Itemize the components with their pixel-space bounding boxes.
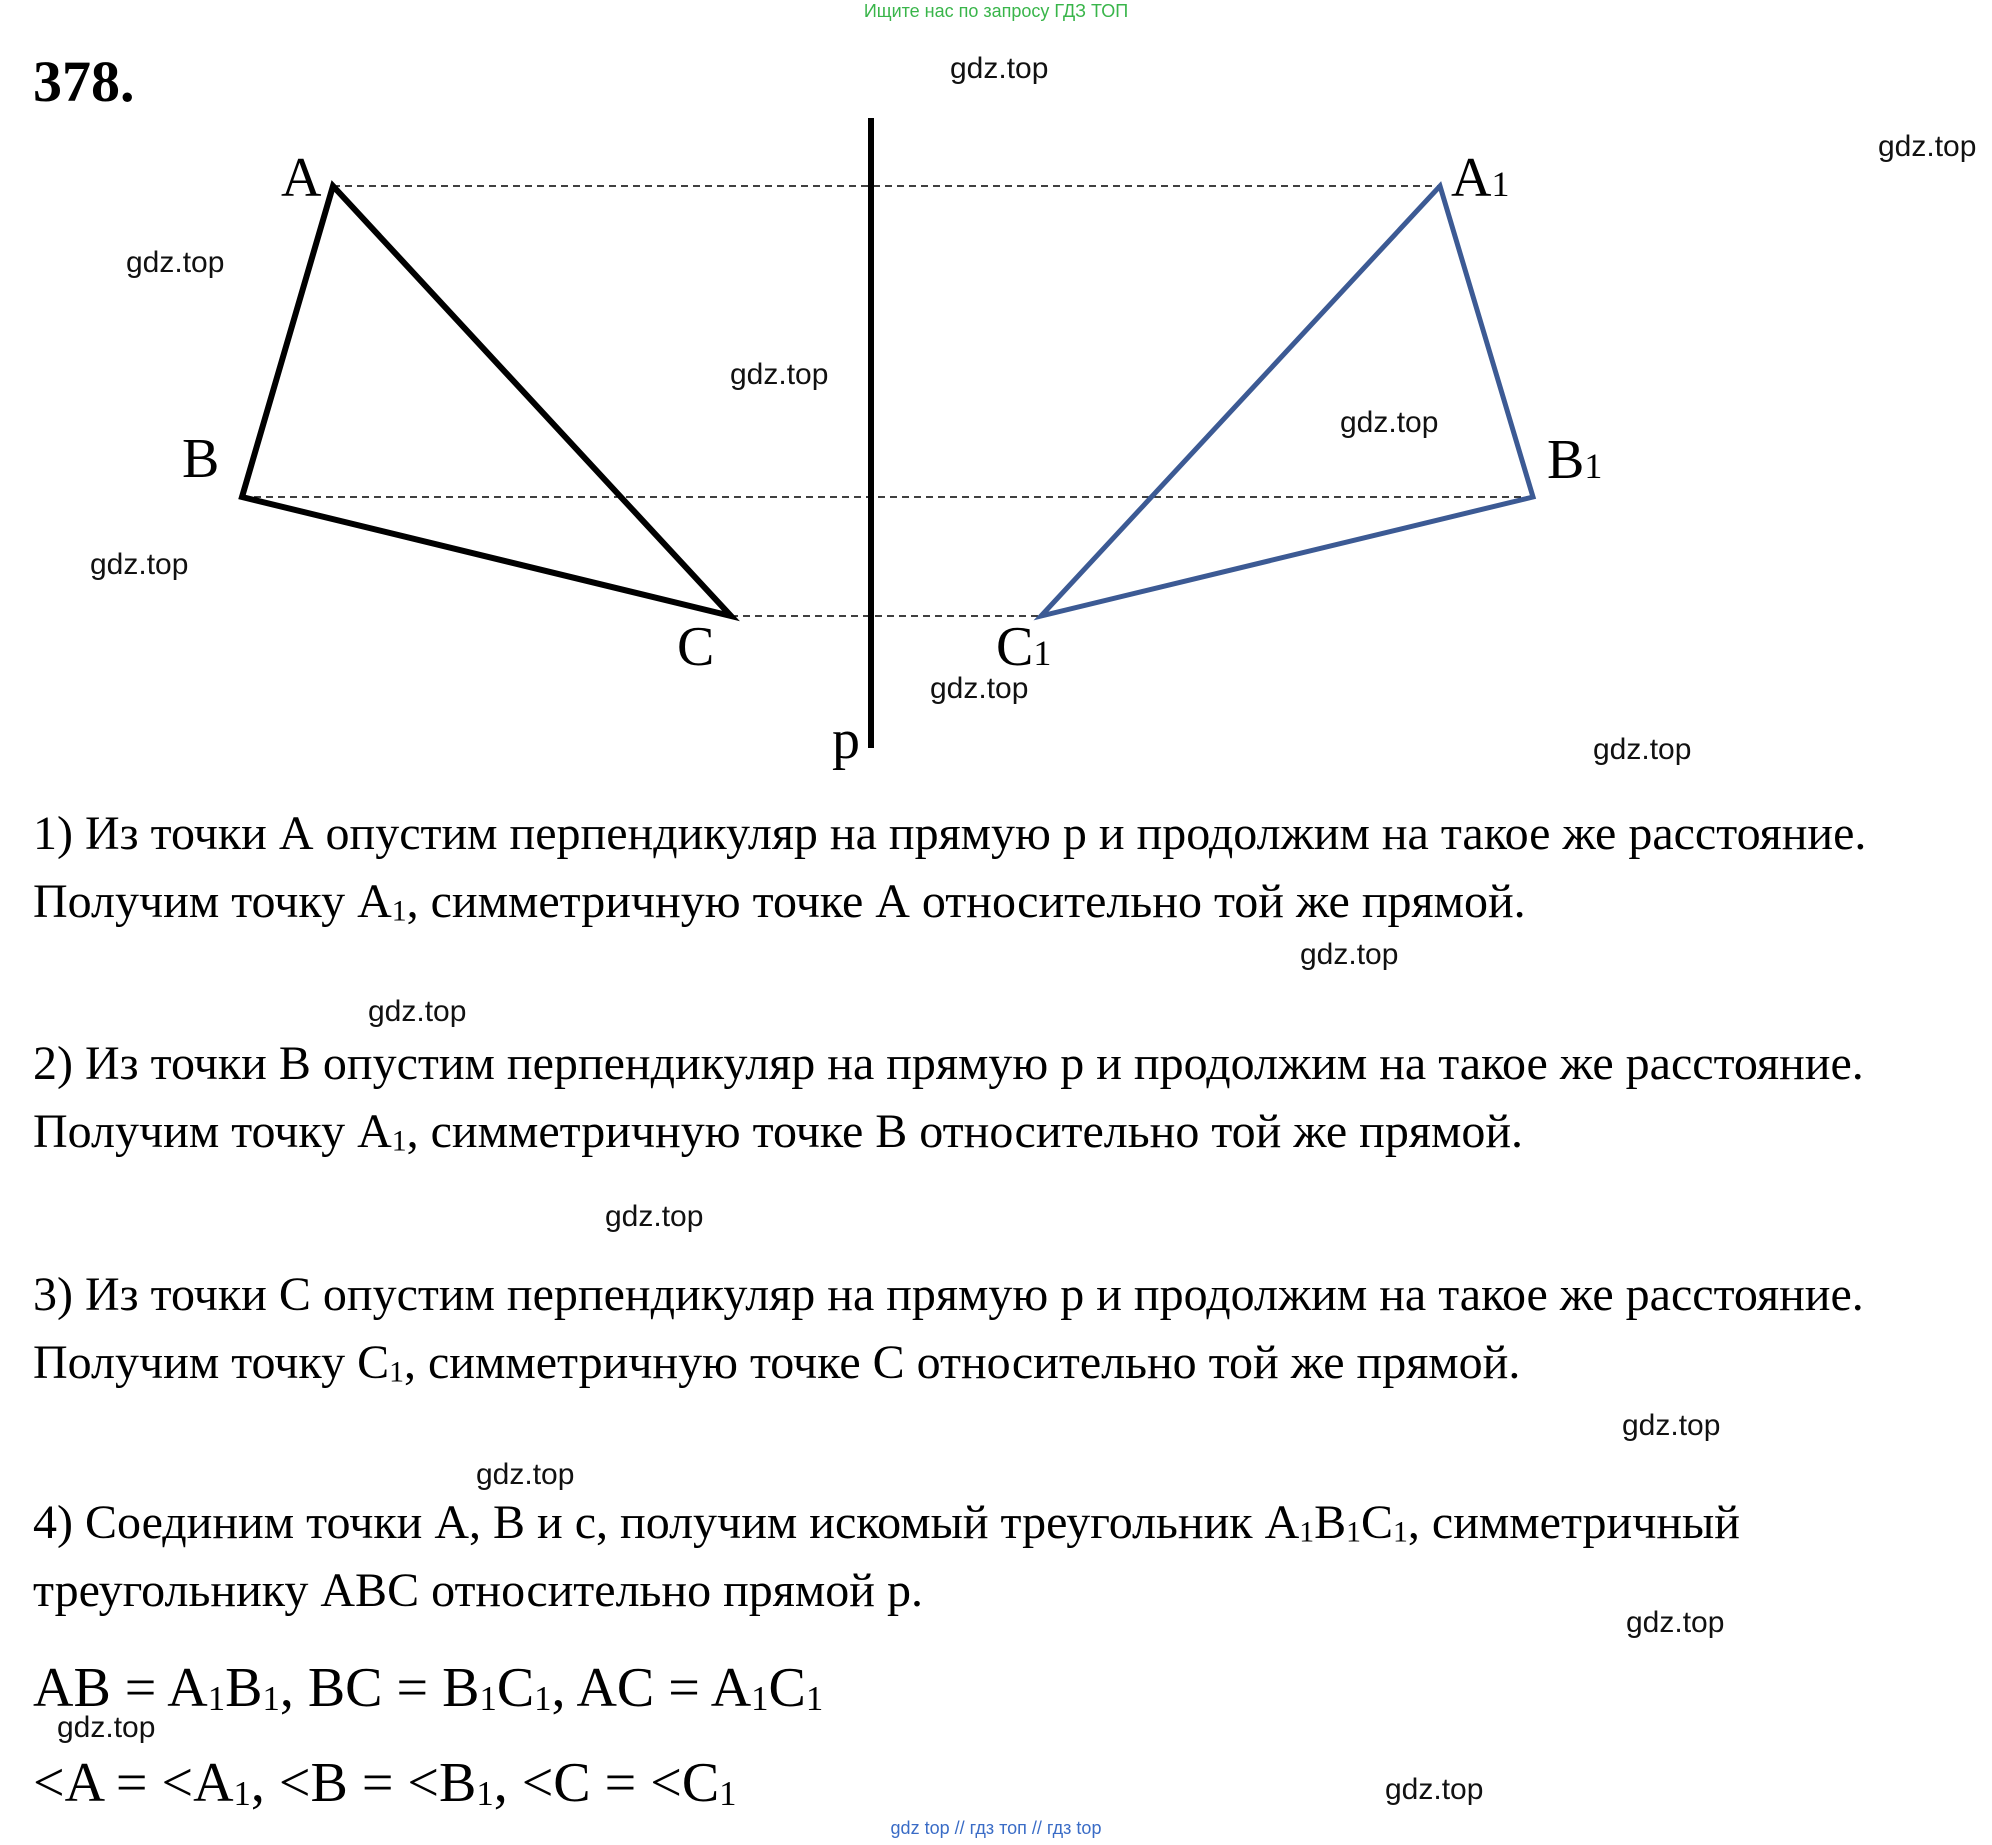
step-4-b: B: [1314, 1496, 1347, 1549]
watermark: gdz.top: [1593, 733, 1692, 766]
step-1-sub: 1: [391, 894, 407, 928]
eq2-s3: 1: [719, 1774, 737, 1814]
axis-label-p: p: [832, 709, 860, 771]
step-4-sub-3: 1: [1393, 1515, 1408, 1549]
eq1-s2: 1: [262, 1679, 280, 1719]
eq1-t2: B: [225, 1657, 263, 1719]
watermark: gdz.top: [1878, 130, 1977, 163]
step-3: [33, 1261, 1983, 1397]
top-banner[interactable]: Ищите нас по запросу ГДЗ ТОП: [863, 1, 1129, 21]
step-4-sub-1: 1: [1299, 1515, 1315, 1549]
eq1-t3: , BC = B: [279, 1657, 480, 1719]
watermark: gdz.top: [1340, 406, 1439, 439]
eq1-s5: 1: [751, 1679, 769, 1719]
eq2-t1: <A = <A: [33, 1752, 234, 1814]
side-equalities: [33, 1657, 823, 1719]
eq1-s1: 1: [207, 1679, 226, 1719]
step-3-text-a: 3) Из точки С опустим перпендикуляр на прямую p и продолжим на такое же расстояние. Получим точку С: [33, 1268, 1864, 1389]
angle-equalities: [33, 1752, 737, 1814]
watermark: gdz.top: [57, 1711, 156, 1744]
step-4-sub-2: 1: [1346, 1515, 1362, 1549]
watermark: gdz.top: [1300, 938, 1399, 971]
eq1-t5: , AC = A: [551, 1657, 752, 1719]
step-1-text-b: , симметричную точке А относительно той же прямой.: [406, 875, 1526, 928]
watermark: gdz.top: [476, 1458, 575, 1491]
eq1-t4: C: [496, 1657, 535, 1719]
watermark: gdz.top: [605, 1200, 704, 1233]
watermark: gdz.top: [368, 995, 467, 1028]
watermark: gdz.top: [1385, 1773, 1484, 1806]
point-label-c: C: [677, 616, 715, 678]
point-label-b1: [1547, 429, 1602, 491]
eq2-t3: , <C = <C: [493, 1752, 720, 1814]
step-2-sub: 1: [391, 1124, 407, 1158]
eq1-s6: 1: [805, 1679, 824, 1719]
eq1-s4: 1: [534, 1679, 552, 1719]
watermark: gdz.top: [1626, 1606, 1725, 1639]
point-label-c1-letter: C: [996, 616, 1034, 678]
eq2-s1: 1: [233, 1774, 251, 1814]
point-label-c1: [996, 616, 1051, 678]
watermark: gdz.top: [950, 52, 1049, 85]
step-2: [33, 1030, 1983, 1166]
step-4: [33, 1489, 1983, 1625]
step-4-c: C: [1361, 1496, 1394, 1549]
eq1-t6: C: [768, 1657, 806, 1719]
watermark: gdz.top: [126, 246, 225, 279]
eq2-s2: 1: [476, 1774, 494, 1814]
task-number: 378.: [33, 49, 135, 114]
point-label-a1: [1451, 147, 1509, 209]
step-4-text-b: , симметричный треугольнику АВС относительно прямой p.: [33, 1496, 1740, 1617]
point-label-b1-sub: 1: [1584, 446, 1603, 486]
watermark: gdz.top: [90, 548, 189, 581]
step-2-text-b: , симметричную точке В относительно той же прямой.: [406, 1105, 1524, 1158]
step-3-sub: 1: [389, 1355, 404, 1389]
step-1-text-a: 1) Из точки А опустим перпендикуляр на прямую p и продолжим на такое же расстояние. Получим точку А: [33, 807, 1867, 928]
bottom-banner[interactable]: gdz top // гдз топ // гдз top: [890, 1818, 1102, 1838]
watermark: gdz.top: [930, 672, 1029, 705]
eq1-s3: 1: [479, 1679, 497, 1719]
step-1: [33, 800, 1983, 936]
triangle-abc: [242, 186, 731, 616]
eq2-t2: , <B = <B: [250, 1752, 477, 1814]
watermark: gdz.top: [730, 358, 829, 391]
step-4-text-a: 4) Соединим точки А, В и с, получим искомый треугольник А: [33, 1496, 1300, 1549]
point-label-b: B: [182, 428, 220, 490]
symmetry-figure: [0, 0, 1992, 780]
point-label-a1-sub: 1: [1491, 164, 1510, 204]
point-label-a: A: [281, 147, 322, 209]
watermark: gdz.top: [1622, 1409, 1721, 1442]
step-3-text-b: , симметричную точке С относительно той же прямой.: [403, 1336, 1521, 1389]
point-label-b1-letter: B: [1547, 429, 1585, 491]
eq1-t1: AB = A: [33, 1657, 208, 1719]
point-label-c1-sub: 1: [1033, 633, 1052, 673]
triangle-a1b1c1: [1041, 186, 1533, 616]
point-label-a1-letter: A: [1451, 147, 1492, 209]
step-2-text-a: 2) Из точки В опустим перпендикуляр на прямую p и продолжим на такое же расстояние. Получим точку А: [33, 1037, 1864, 1158]
